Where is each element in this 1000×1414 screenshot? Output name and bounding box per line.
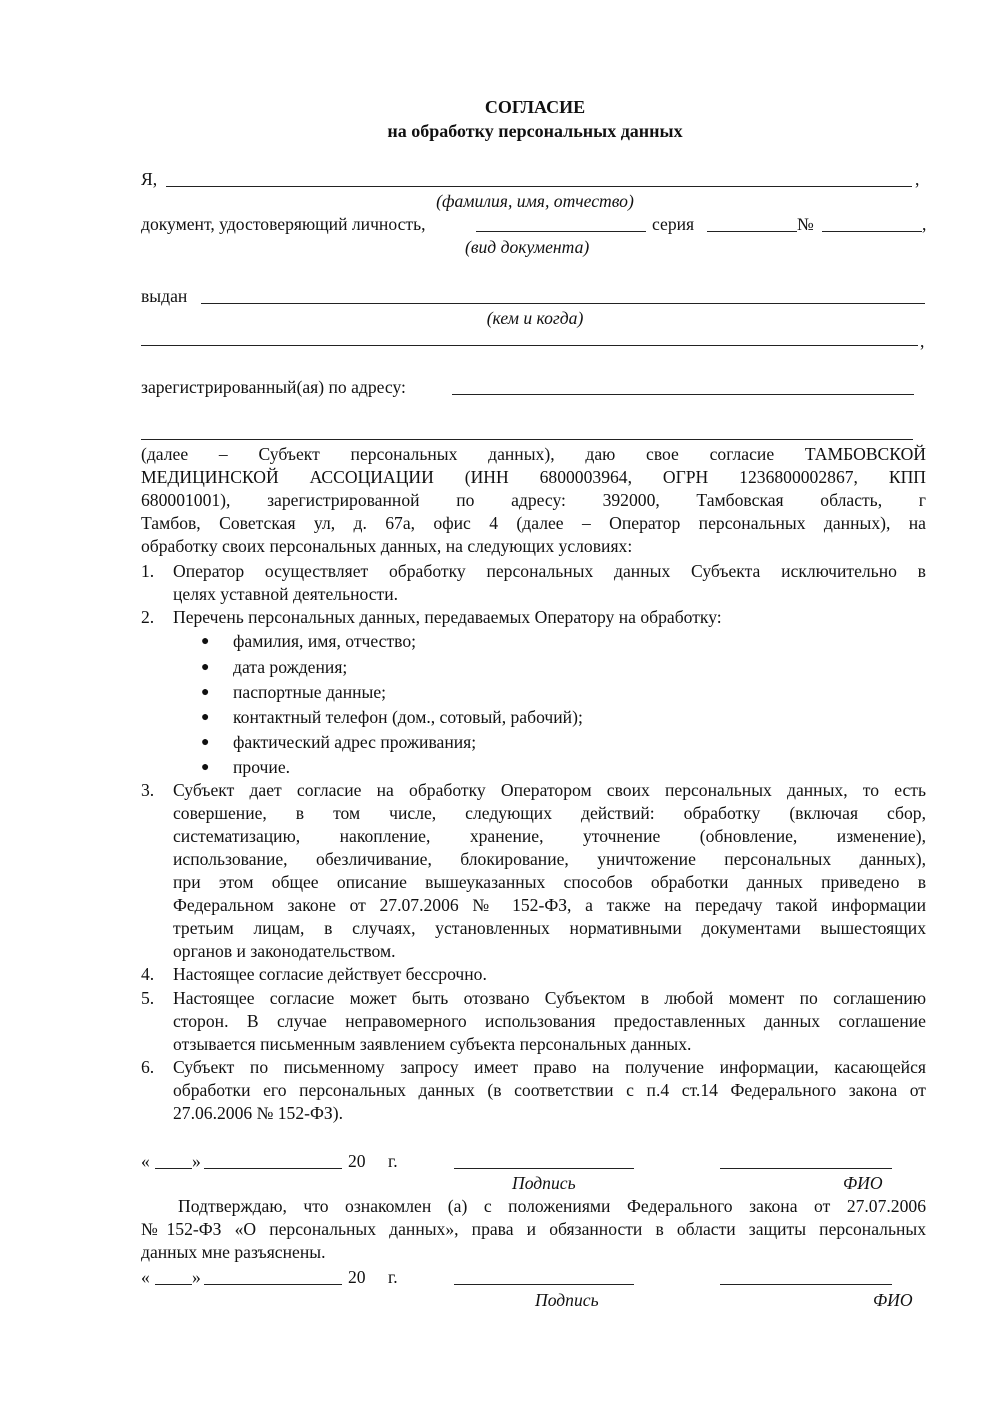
list-item: контактный телефон (дом., сотовый, рабочий); [233,707,583,727]
condition-line: совершение, в том числе, следующих действий: обработку (включая сбор, [173,803,926,823]
condition-line: целях уставной деятельности. [173,584,399,604]
bullet-icon: ● [201,735,210,750]
fio-hint: ФИО [843,1173,883,1193]
address-label: зарегистрированный(ая) по адресу: [141,377,406,397]
year-prefix: 20 [348,1151,366,1171]
fio-input-line[interactable] [166,186,912,187]
number-input-line[interactable] [822,231,922,232]
comma: , [922,214,927,234]
confirmation-line: №152-ФЗ «О персональных данных», права и обязанности в области защиты персональных [141,1219,926,1239]
series-input-line[interactable] [707,231,797,232]
list-item: фамилия, имя, отчество; [233,631,416,651]
quote-close: » [192,1151,201,1171]
comma: , [915,169,920,189]
quote-close: » [192,1267,201,1287]
quote-open: « [141,1267,150,1287]
series-label: серия [652,214,695,234]
condition-line: Субъект дает согласие на обработку Оператором своих персональных данных, то есть [173,780,926,800]
condition-line: сторон. В случае неправомерного использования предоставленных данных соглашение [173,1011,926,1031]
address-input-line[interactable] [452,394,914,395]
day-input-line[interactable] [155,1284,192,1285]
number-label: № [797,214,814,234]
fio-hint: ФИО [873,1290,913,1310]
intro-line: 680001001), зарегистрированной по адресу: 392000, Тамбовская область, г [141,490,926,510]
condition-line: Настоящее согласие действует бессрочно. [173,964,487,984]
year-suffix: г. [388,1151,398,1171]
bullet-icon: ● [201,660,210,675]
bullet-icon: ● [201,760,210,775]
issued-hint: (кем и когда) [486,308,584,328]
condition-line: систематизацию, накопление, хранение, уточнение (обновление, изменение), [173,826,926,846]
day-input-line[interactable] [155,1168,192,1169]
month-input-line[interactable] [204,1168,342,1169]
document-label: документ, удостоверяющий личность, [141,214,426,234]
intro-line: обработку своих персональных данных, на следующих условиях: [141,536,633,556]
condition-line: Субъект по письменному запросу имеет право на получение информации, касающейся [173,1057,926,1077]
condition-number: 4. [141,964,155,984]
condition-number: 6. [141,1057,155,1077]
condition-line: использование, обезличивание, блокирование, уничтожение персональных данных), [173,849,926,869]
issued-by-input-line-2[interactable] [141,345,918,346]
intro-line: Тамбов, Советская ул, д. 67а, офис 4 (далее – Оператор персональных данных), на [141,513,926,533]
condition-number: 5. [141,988,155,1008]
fio-hint: (фамилия, имя, отчество) [436,191,634,211]
condition-line: органов и законодательством. [173,941,396,961]
comma: , [920,331,925,351]
intro-line: МЕДИЦИНСКОЙ АССОЦИАЦИИ (ИНН 6800003964, ОГРН 1236800002867, КПП [141,467,926,487]
condition-line: 27.06.2006 № 152-ФЗ). [173,1103,343,1123]
issued-label: выдан [141,286,188,306]
signature-hint: Подпись [512,1173,576,1193]
quote-open: « [141,1151,150,1171]
list-item: паспортные данные; [233,682,387,702]
doc-type-input-line[interactable] [476,231,646,232]
fio-signature-input-line[interactable] [720,1168,892,1169]
bullet-icon: ● [201,685,210,700]
condition-line: обработки его персональных данных (в соответствии с п.4 ст.14 Федерального закона от [173,1080,926,1100]
confirmation-line: данных мне разъяснены. [141,1242,326,1262]
document-subtitle: на обработку персональных данных [387,121,683,141]
condition-line: Федеральном законе от 27.07.2006 № 152-ФЗ, а также на передачу такой информации [173,895,926,915]
condition-line: Настоящее согласие может быть отозвано Субъектом в любой момент по соглашению [173,988,926,1008]
condition-line: Оператор осуществляет обработку персональных данных Субъекта исключительно в [173,561,926,581]
year-suffix: г. [388,1267,398,1287]
bullet-icon: ● [201,710,210,725]
condition-number: 1. [141,561,155,581]
condition-line: при этом общее описание вышеуказанных способов обработки данных приведено в [173,872,926,892]
condition-number: 2. [141,607,155,627]
bullet-icon: ● [201,634,210,649]
signature-input-line[interactable] [454,1284,634,1285]
list-item: прочие. [233,757,291,777]
condition-line: Перечень персональных данных, передаваемых Оператору на обработку: [173,607,722,627]
month-input-line[interactable] [204,1284,342,1285]
issued-by-input-line[interactable] [201,303,925,304]
list-item: фактический адрес проживания; [233,732,477,752]
doc-type-hint: (вид документа) [465,237,590,257]
condition-line: третьим лицам, в случаях, установленных нормативными документами вышестоящих [173,918,926,938]
list-item: дата рождения; [233,657,348,677]
document-title: СОГЛАСИЕ [484,97,586,117]
year-prefix: 20 [348,1267,366,1287]
signature-input-line[interactable] [454,1168,634,1169]
address-input-line-2[interactable] [141,439,913,440]
condition-line: отзывается письменным заявлением субъекта персональных данных. [173,1034,692,1054]
intro-line: (далее – Субъект персональных данных), даю свое согласие ТАМБОВСКОЙ [141,444,926,464]
fio-signature-input-line[interactable] [720,1284,892,1285]
signature-hint: Подпись [535,1290,599,1310]
confirmation-line: Подтверждаю, что ознакомлен (а) с положениями Федерального закона от 27.07.2006 [178,1196,926,1216]
condition-number: 3. [141,780,155,800]
i-label: Я, [141,169,158,189]
